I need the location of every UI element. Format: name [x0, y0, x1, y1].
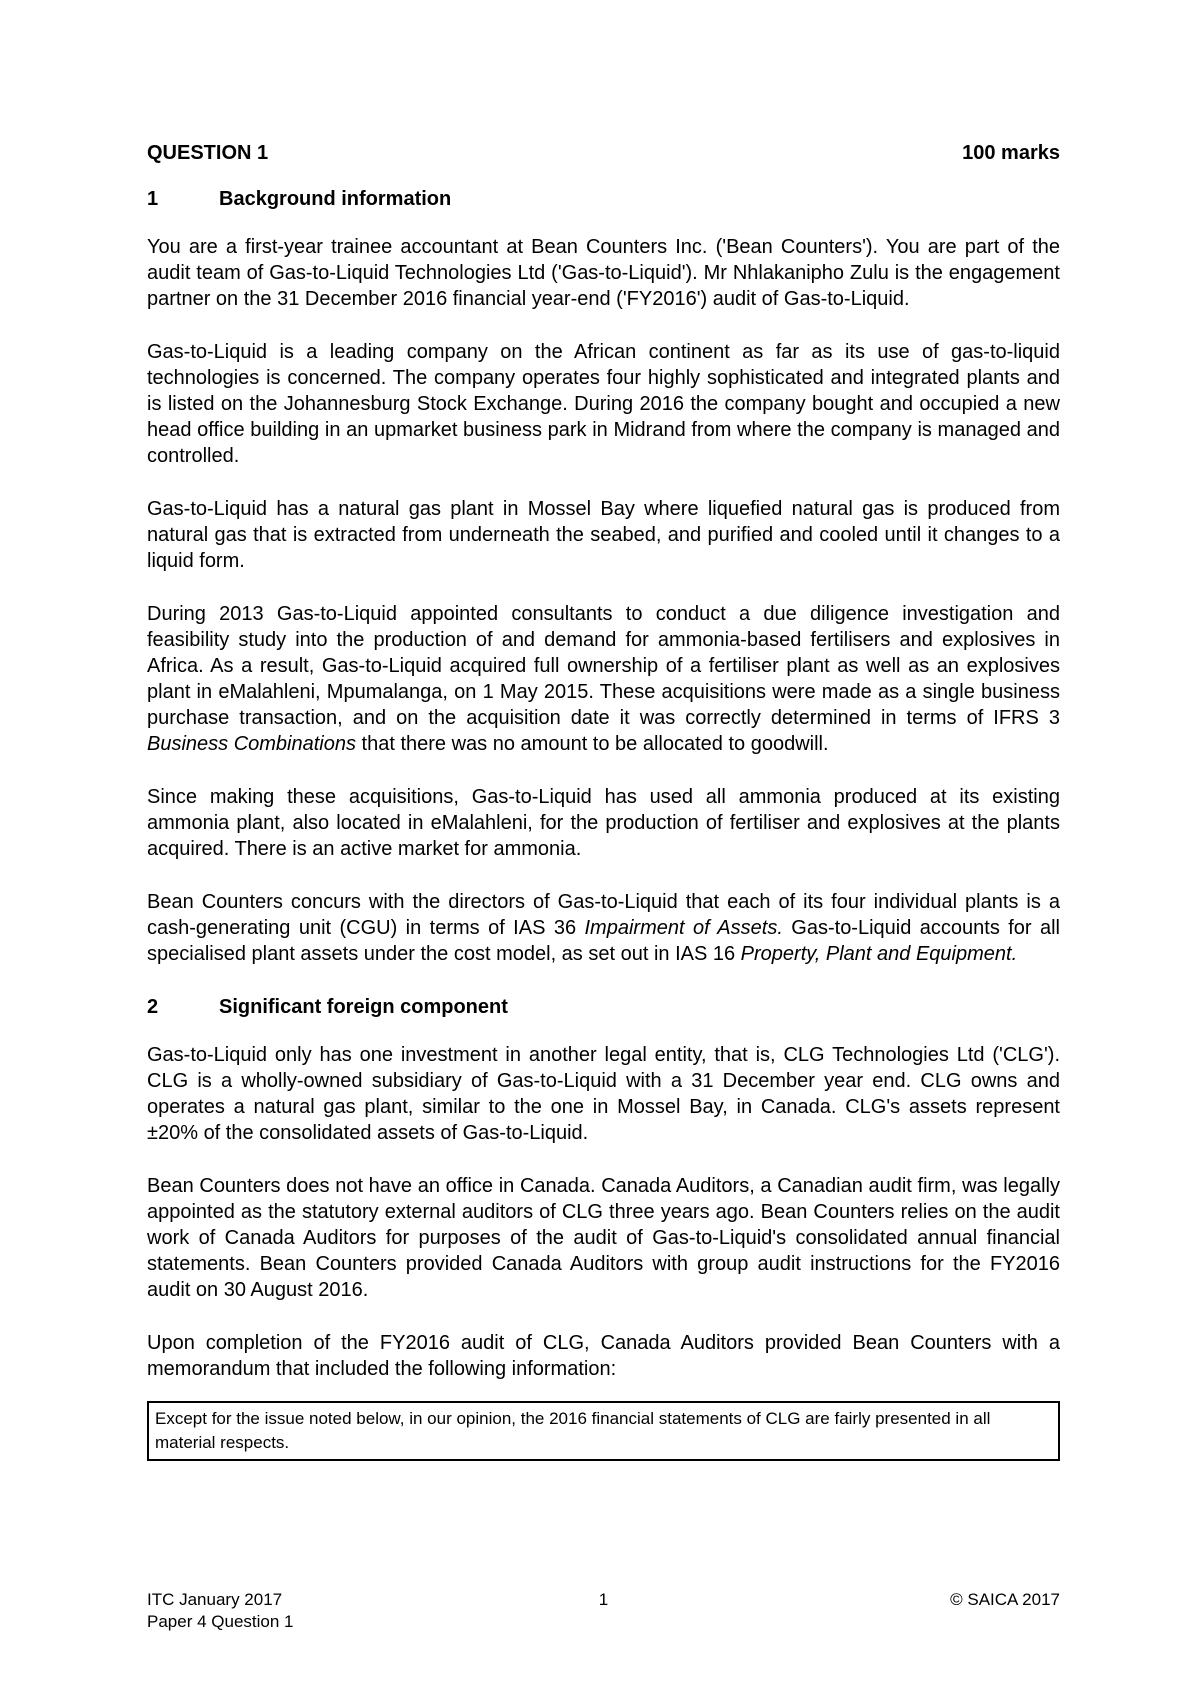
page-number: 1: [598, 1590, 609, 1609]
section-1-heading: [147, 186, 1060, 212]
paragraph: Gas-to-Liquid has a natural gas plant in Mossel Bay where liquefied natural gas is produced from natural gas that is extracted from underneath the seabed, and purified and cooled until it changes to a liquid form.: [147, 498, 1060, 572]
paragraph: You are a first-year trainee accountant at Bean Counters Inc. ('Bean Counters'). You are part of the audit team of Gas-to-Liquid Technologies Ltd ('Gas-to-Liquid'). Mr Nhlakanipho Zulu is the engagement partner on the 31 December 2016 financial year-end ('FY2016') audit of Gas-to-Liquid.: [147, 236, 1060, 310]
question-marks: 100 marks: [962, 142, 1060, 164]
section-title: Significant foreign component: [219, 996, 508, 1018]
footer-paper: Paper 4 Question 1: [147, 1612, 294, 1631]
page-footer: [147, 1589, 1060, 1633]
paragraph: Gas-to-Liquid is a leading company on the African continent as far as its use of gas-to-liquid technologies is concerned. The company operates four highly sophisticated and integrated plants and is listed on the Johannesburg Stock Exchange. During 2016 the company bought and occupied a new head office building in an upmarket business park in Midrand from where the company is managed and controlled.: [147, 341, 1060, 467]
section-title: Background information: [219, 188, 452, 210]
paragraph: Bean Counters does not have an office in Canada. Canada Auditors, a Canadian audit firm, was legally appointed as the statutory external auditors of CLG three years ago. Bean Counters relies on the audit work of Canada Auditors for purposes of the audit of Gas-to-Liquid's consolidated annual financial statements. Bean Counters provided Canada Auditors with group audit instructions for the FY2016 audit on 30 August 2016.: [147, 1175, 1060, 1301]
question-title: QUESTION 1: [147, 142, 269, 164]
question-header: [147, 140, 1060, 166]
memorandum-box: Except for the issue noted below, in our opinion, the 2016 financial statements of CLG are fairly presented in all material respects.: [147, 1401, 1060, 1461]
section-number: 2: [147, 996, 159, 1018]
section-number: 1: [147, 188, 159, 210]
paragraph: Since making these acquisitions, Gas-to-Liquid has used all ammonia produced at its existing ammonia plant, also located in eMalahleni, for the production of fertiliser and explosives at the plants acquired. There is an active market for ammonia.: [147, 786, 1060, 860]
paragraph: Upon completion of the FY2016 audit of CLG, Canada Auditors provided Bean Counters with a memorandum that included the following information:: [147, 1332, 1060, 1380]
footer-exam: ITC January 2017: [147, 1590, 283, 1609]
copyright: © SAICA 2017: [950, 1590, 1060, 1609]
document-page: [147, 140, 1060, 1461]
paragraph: During 2013 Gas-to-Liquid appointed consultants to conduct a due diligence investigation and feasibility study into the production of and demand for ammonia-based fertilisers and explosives in Africa. As a result, Gas-to-Liquid acquired full ownership of a fertiliser plant as well as an explosives plant in eMalahleni, Mpumalanga, on 1 May 2015. These acquisitions were made as a single business purchase transaction, and on the acquisition date it was correctly determined in terms of IFRS 3 Business Combinations that there was no amount to be allocated to goodwill.: [147, 603, 1060, 755]
paragraph: Bean Counters concurs with the directors of Gas-to-Liquid that each of its four individual plants is a cash-generating unit (CGU) in terms of IAS 36 Impairment of Assets. Gas-to-Liquid accounts for all specialised plant assets under the cost model, as set out in IAS 16 Property, Plant and Equipment.: [147, 891, 1060, 965]
paragraph: Gas-to-Liquid only has one investment in another legal entity, that is, CLG Technologies Ltd ('CLG'). CLG is a wholly-owned subsidiary of Gas-to-Liquid with a 31 December year end. CLG owns and operates a natural gas plant, similar to the one in Mossel Bay, in Canada. CLG's assets represent ±20% of the consolidated assets of Gas-to-Liquid.: [147, 1044, 1060, 1144]
section-2-heading: [147, 994, 1060, 1020]
